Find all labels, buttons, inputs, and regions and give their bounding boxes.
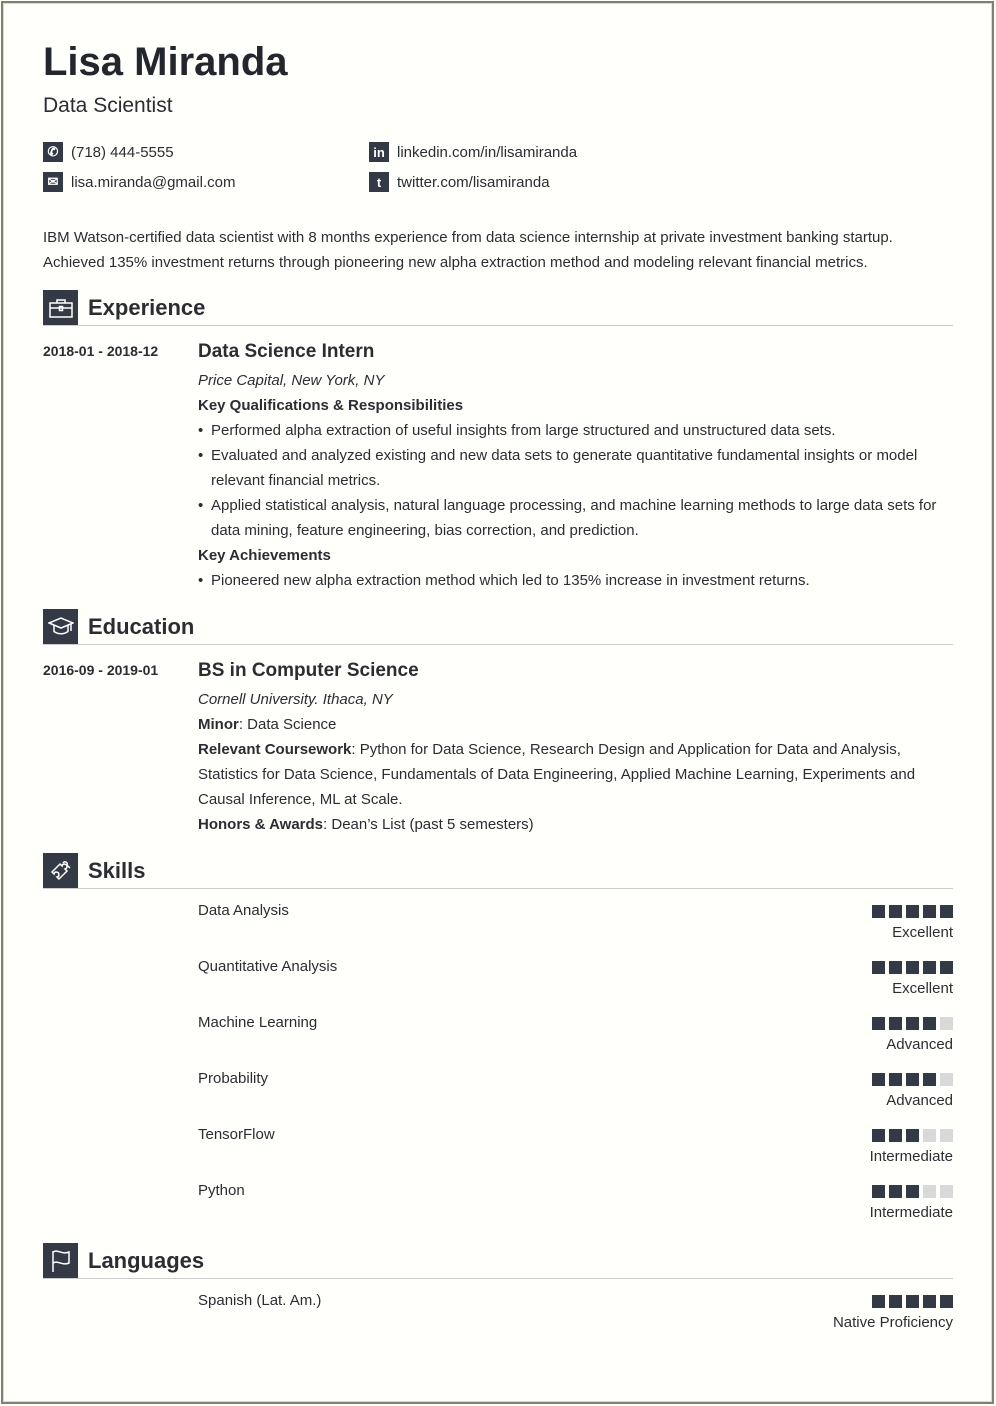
summary: IBM Watson-certified data scientist with 8 months experience from data science internship at private investment banking startup. Achieved 135% investment returns through pioneering new alpha extraction method and modeling relevant financial metrics. xyxy=(43,229,893,271)
language-row xyxy=(198,1292,953,1342)
rating-dot xyxy=(940,1295,953,1308)
rating-dot xyxy=(906,1129,919,1142)
rating-dot xyxy=(923,905,936,918)
rating-dot xyxy=(872,1129,885,1142)
rating-dot xyxy=(906,961,919,974)
rating-dot xyxy=(889,1295,902,1308)
coursework: : Python for Data Science, Research Design and Application for Data and Analysis, Statistics for Data Science, Fundamentals of Data Engineering, Applied Machine Learning, Experiments and Causal Inference, ML at Scale. xyxy=(198,741,916,808)
rating-dots xyxy=(872,905,953,918)
rating-dot xyxy=(889,961,902,974)
achievements-heading: Key Achievements xyxy=(198,547,331,564)
item-level: Advanced xyxy=(886,1092,953,1109)
rating-dot xyxy=(923,961,936,974)
entry-date: 2016-09 - 2019-01 xyxy=(43,662,159,678)
rating-dot xyxy=(923,1129,936,1142)
rating-dot xyxy=(940,905,953,918)
puzzle-icon xyxy=(43,853,78,888)
rating-dot xyxy=(940,961,953,974)
rating-dot xyxy=(889,1185,902,1198)
section-heading: Skills xyxy=(88,858,146,883)
rating-dots xyxy=(872,1295,953,1308)
candidate-name: Lisa Miranda xyxy=(43,40,288,84)
role: Data Science Intern xyxy=(198,341,375,362)
section-heading: Education xyxy=(88,614,195,639)
skill-row xyxy=(198,1070,953,1120)
rating-dot xyxy=(872,961,885,974)
graduation-cap-icon xyxy=(43,609,78,644)
item-name: Python xyxy=(198,1182,245,1199)
honors-label: Honors & Awards xyxy=(198,816,324,833)
rating-dot xyxy=(889,1017,902,1030)
email[interactable] xyxy=(43,172,235,192)
minor: : Data Science xyxy=(238,716,337,733)
skill-row xyxy=(198,1014,953,1064)
item-name: Machine Learning xyxy=(198,1014,318,1031)
item-name: TensorFlow xyxy=(198,1126,275,1143)
twitter[interactable] xyxy=(369,172,550,192)
entry-date: 2018-01 - 2018-12 xyxy=(43,343,159,359)
rating-dots xyxy=(872,961,953,974)
linkedin-icon: in xyxy=(369,142,389,162)
rating-dot xyxy=(940,1129,953,1142)
rating-dot xyxy=(940,1017,953,1030)
email-text[interactable]: lisa.miranda@gmail.com xyxy=(71,173,236,191)
item-name: Probability xyxy=(198,1070,269,1087)
rating-dot xyxy=(923,1185,936,1198)
item-level: Native Proficiency xyxy=(832,1314,953,1331)
email-icon: ✉ xyxy=(43,172,63,192)
skill-row xyxy=(198,902,953,952)
minor-label: Minor xyxy=(198,716,239,733)
rating-dot xyxy=(923,1073,936,1086)
rating-dot xyxy=(889,905,902,918)
degree: BS in Computer Science xyxy=(198,660,419,681)
list-item: • Performed alpha extraction of useful insights from large structured and unstructured data sets. xyxy=(198,418,953,443)
rating-dots xyxy=(872,1073,953,1086)
briefcase-icon xyxy=(43,290,78,325)
company: Price Capital, New York, NY xyxy=(198,372,385,389)
languages-section-header xyxy=(43,1243,953,1279)
rating-dot xyxy=(872,1017,885,1030)
section-heading: Experience xyxy=(88,295,206,320)
school: Cornell University. Ithaca, NY xyxy=(198,691,393,708)
phone-icon: ✆ xyxy=(43,142,63,162)
twitter-text[interactable]: twitter.com/lisamiranda xyxy=(397,173,550,191)
linkedin-text[interactable]: linkedin.com/in/lisamiranda xyxy=(397,143,578,161)
item-level: Advanced xyxy=(886,1036,953,1053)
honors: : Dean’s List (past 5 semesters) xyxy=(323,816,534,833)
phone-text: (718) 444-5555 xyxy=(71,143,174,161)
linkedin[interactable] xyxy=(369,142,577,162)
rating-dot xyxy=(906,1295,919,1308)
list-item: • Pioneered new alpha extraction method which led to 135% increase in investment returns. xyxy=(198,568,953,593)
education-section-header xyxy=(43,609,953,645)
rating-dot xyxy=(872,905,885,918)
rating-dot xyxy=(923,1017,936,1030)
rating-dot xyxy=(872,1073,885,1086)
qualifications-heading: Key Qualifications & Responsibilities xyxy=(198,397,464,414)
phone xyxy=(43,142,174,162)
flag-icon xyxy=(43,1243,78,1278)
item-level: Excellent xyxy=(892,980,953,997)
rating-dot xyxy=(872,1185,885,1198)
skills-section-header xyxy=(43,853,953,889)
rating-dot xyxy=(889,1073,902,1086)
section-heading: Languages xyxy=(88,1248,205,1273)
rating-dot xyxy=(889,1129,902,1142)
item-name: Quantitative Analysis xyxy=(198,958,338,975)
rating-dots xyxy=(872,1185,953,1198)
rating-dot xyxy=(906,1073,919,1086)
skill-row xyxy=(198,958,953,1008)
item-level: Excellent xyxy=(892,924,953,941)
item-name: Spanish (Lat. Am.) xyxy=(198,1292,322,1309)
rating-dot xyxy=(872,1295,885,1308)
skill-row xyxy=(198,1182,953,1232)
coursework-label: Relevant Coursework xyxy=(198,741,352,758)
job-title: Data Scientist xyxy=(43,94,173,117)
list-item: • Evaluated and analyzed existing and new data sets to generate quantitative fundamental insights or model relevant financial metrics. xyxy=(198,443,953,493)
rating-dots xyxy=(872,1017,953,1030)
skill-row xyxy=(198,1126,953,1176)
rating-dot xyxy=(906,1185,919,1198)
item-level: Intermediate xyxy=(869,1148,953,1165)
rating-dot xyxy=(906,1017,919,1030)
twitter-icon: t xyxy=(369,172,389,192)
item-level: Intermediate xyxy=(869,1204,953,1221)
experience-entry xyxy=(43,339,953,593)
education-entry xyxy=(43,658,953,837)
rating-dot xyxy=(923,1295,936,1308)
list-item: • Applied statistical analysis, natural language processing, and machine learning methods to large data sets for data mining, feature engineering, bias correction, and prediction. xyxy=(198,493,953,543)
item-name: Data Analysis xyxy=(198,902,289,919)
rating-dot xyxy=(906,905,919,918)
rating-dots xyxy=(872,1129,953,1142)
rating-dot xyxy=(940,1185,953,1198)
experience-section-header xyxy=(43,290,953,326)
rating-dot xyxy=(940,1073,953,1086)
